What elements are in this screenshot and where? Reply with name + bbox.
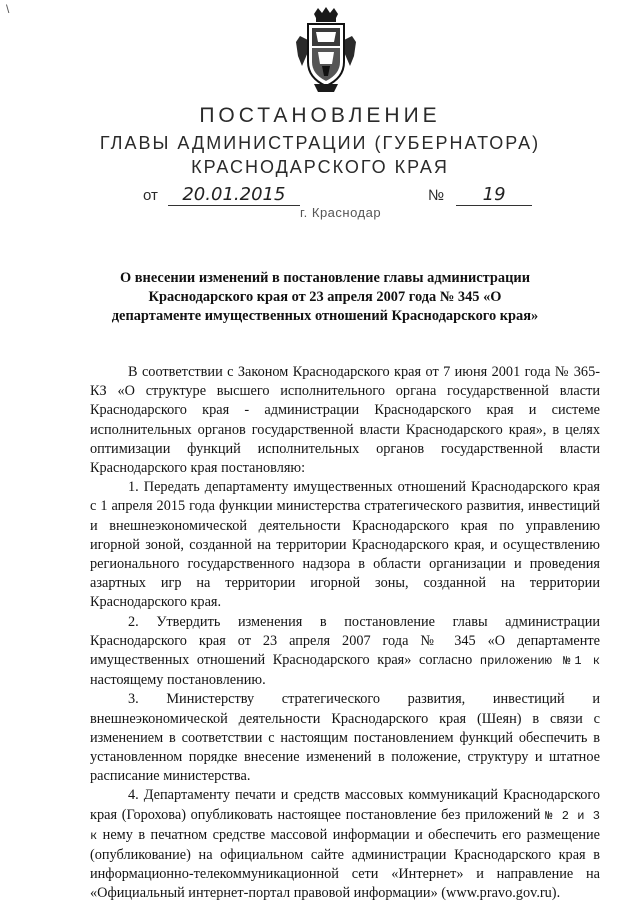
appendix-reference: приложению №1 к bbox=[479, 654, 600, 669]
number-label: № bbox=[428, 187, 445, 204]
appendix-reference-2: № 2 и 3 к bbox=[90, 808, 600, 843]
number-field bbox=[428, 184, 532, 206]
clause-2-paragraph: 2. Утвердить изменения в постановление главы администрации Краснодарского края от 23 апреля 2007 года № 345 «О департаменте имущественных отношений Краснодарского края» согласно приложению №1 к настоящему постановлению. bbox=[90, 613, 600, 689]
clause-4-paragraph: 4. Департаменту печати и средств массовых коммуникаций Краснодарского края (Горохова) опубликовать настоящее постановление без приложений № 2 и 3 к нему в печатном средстве массовой информации и обеспечить его размещение (опубликование) на официальном сайте администрации Краснодарского края в информационно-телекоммуникационной сети «Интернет» и направление на «Официальный интернет-портал правовой информации» (www.pravo.gov.ru). bbox=[90, 787, 600, 902]
date-label: от bbox=[143, 187, 158, 204]
krasnodar-coat-of-arms-emblem bbox=[294, 6, 358, 94]
issuing-authority-heading: ГЛАВЫ АДМИНИСТРАЦИИ (ГУБЕРНАТОРА) bbox=[99, 133, 541, 153]
region-heading: КРАСНОДАРСКОГО КРАЯ bbox=[191, 157, 449, 177]
document-title: О внесении изменений в постановление главы администрации Краснодарского края от 23 апреля 2007 года № 345 «О департаменте имущественных отношений Краснодарского края» bbox=[111, 270, 539, 324]
clause-3-paragraph: 3. Министерству стратегического развития, инвестиций и внешнеэкономической деятельности Краснодарского края (Шеян) в связи с изменением в соответствии с настоящим постановлением функций обеспечить в установленном порядке внесение изменений в положение, структуру и штатное расписание министерства. bbox=[90, 691, 600, 785]
corner-mark: \ bbox=[6, 2, 10, 16]
date-field bbox=[143, 184, 300, 206]
number-value: 19 bbox=[456, 184, 532, 206]
date-value: 20.01.2015 bbox=[168, 184, 300, 206]
city: г. Краснодар bbox=[300, 205, 382, 220]
document-type-heading: ПОСТАНОВЛЕНИЕ bbox=[199, 104, 441, 127]
preamble-paragraph: В соответствии с Законом Краснодарского края от 7 июня 2001 года № 365-КЗ «О структуре высшего исполнительного органа государственной власти Краснодарского края - администрации Краснодарского края и системе исполнительных органов государственной власти Краснодарского края», в целях оптимизации функций исполнительных органов государственной власти Краснодарского края постановляю: bbox=[90, 364, 600, 477]
clause-1-paragraph: 1. Передать департаменту имущественных отношений Краснодарского края с 1 апреля 2015 года функции министерства стратегического развития, инвестиций и внешнеэкономической деятельности Краснодарского края по управлению игорной зоной, созданной на территории Краснодарского края, и осуществлению регионального государственного надзора в области организации и проведения азартных игр на территории игорной зоны, созданной на территории Краснодарского края. bbox=[90, 479, 600, 611]
document-body bbox=[90, 363, 600, 904]
